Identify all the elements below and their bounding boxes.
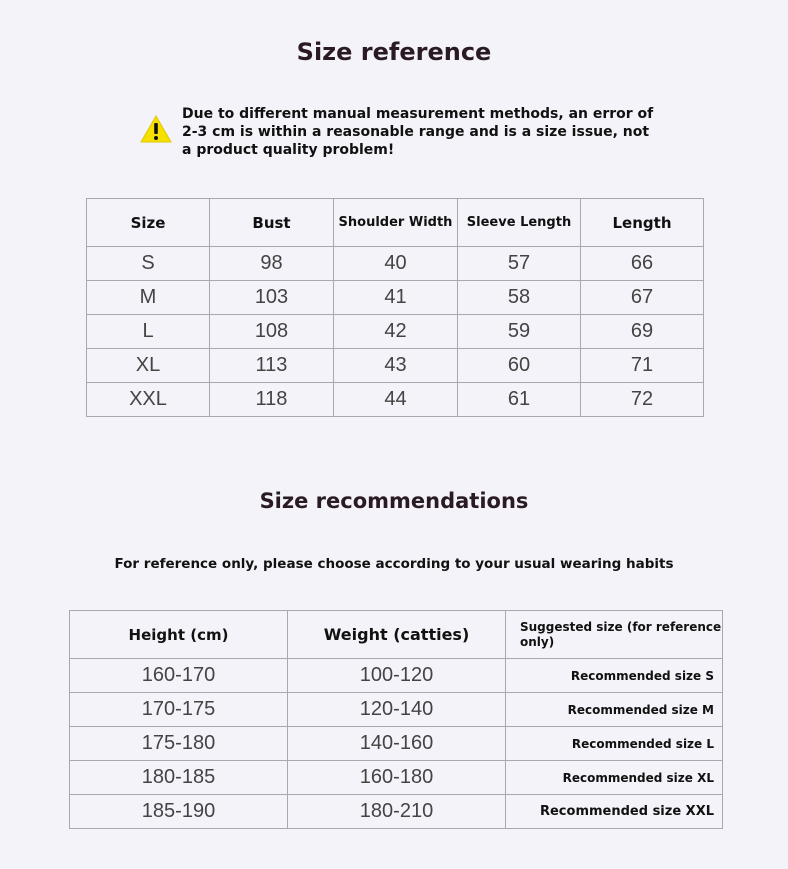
warning-icon — [140, 115, 172, 143]
recommended-size-cell: Recommended size S — [506, 659, 723, 693]
size-cell: M — [87, 281, 210, 315]
size-cell: L — [87, 315, 210, 349]
height-cell: 160-170 — [70, 659, 288, 693]
table-row — [87, 349, 704, 383]
length-cell: 67 — [581, 281, 704, 315]
bust-cell: 98 — [210, 247, 334, 281]
height-cell: 180-185 — [70, 761, 288, 795]
length-cell: 69 — [581, 315, 704, 349]
sleeve-cell: 59 — [458, 315, 581, 349]
shoulder-cell: 40 — [334, 247, 458, 281]
header-sleeve-length: Sleeve Length — [458, 199, 581, 247]
header-size: Size — [87, 199, 210, 247]
sleeve-cell: 57 — [458, 247, 581, 281]
bust-cell: 103 — [210, 281, 334, 315]
height-cell: 185-190 — [70, 795, 288, 829]
header-length: Length — [581, 199, 704, 247]
table-row — [87, 315, 704, 349]
sleeve-cell: 61 — [458, 383, 581, 417]
header-height: Height (cm) — [70, 611, 288, 659]
header-bust: Bust — [210, 199, 334, 247]
length-cell: 72 — [581, 383, 704, 417]
recommended-size-cell: Recommended size M — [506, 693, 723, 727]
table-row — [87, 247, 704, 281]
size-recommendations-title: Size recommendations — [259, 489, 529, 513]
table-row — [87, 281, 704, 315]
size-cell: XL — [87, 349, 210, 383]
recommendations-subtitle: For reference only, please choose according to your usual wearing habits — [114, 556, 674, 572]
shoulder-cell: 43 — [334, 349, 458, 383]
weight-cell: 140-160 — [288, 727, 506, 761]
table-row — [70, 727, 723, 761]
weight-cell: 100-120 — [288, 659, 506, 693]
bust-cell: 113 — [210, 349, 334, 383]
table-header-row — [87, 199, 704, 247]
size-cell: XXL — [87, 383, 210, 417]
sleeve-cell: 58 — [458, 281, 581, 315]
recommended-size-cell: Recommended size XXL — [506, 795, 723, 829]
weight-cell: 180-210 — [288, 795, 506, 829]
table-row — [70, 795, 723, 829]
length-cell: 66 — [581, 247, 704, 281]
table-row — [70, 693, 723, 727]
size-cell: S — [87, 247, 210, 281]
header-shoulder-width: Shoulder Width — [334, 199, 458, 247]
weight-cell: 160-180 — [288, 761, 506, 795]
recommended-size-cell: Recommended size L — [506, 727, 723, 761]
table-header-row — [70, 611, 723, 659]
header-suggested-size: Suggested size (for reference only) — [506, 611, 723, 659]
shoulder-cell: 41 — [334, 281, 458, 315]
weight-cell: 120-140 — [288, 693, 506, 727]
size-reference-table — [86, 198, 704, 417]
warning-text: Due to different manual measurement methods, an error of 2-3 cm is within a reasonable range and is a size issue, not a product quality problem! — [182, 106, 654, 158]
sleeve-cell: 60 — [458, 349, 581, 383]
shoulder-cell: 44 — [334, 383, 458, 417]
height-cell: 175-180 — [70, 727, 288, 761]
shoulder-cell: 42 — [334, 315, 458, 349]
recommended-size-cell: Recommended size XL — [506, 761, 723, 795]
header-weight: Weight (catties) — [288, 611, 506, 659]
height-cell: 170-175 — [70, 693, 288, 727]
table-row — [87, 383, 704, 417]
bust-cell: 108 — [210, 315, 334, 349]
table-row — [70, 659, 723, 693]
length-cell: 71 — [581, 349, 704, 383]
table-row — [70, 761, 723, 795]
bust-cell: 118 — [210, 383, 334, 417]
size-recommendations-table — [69, 610, 723, 829]
size-reference-title: Size reference — [296, 38, 492, 66]
